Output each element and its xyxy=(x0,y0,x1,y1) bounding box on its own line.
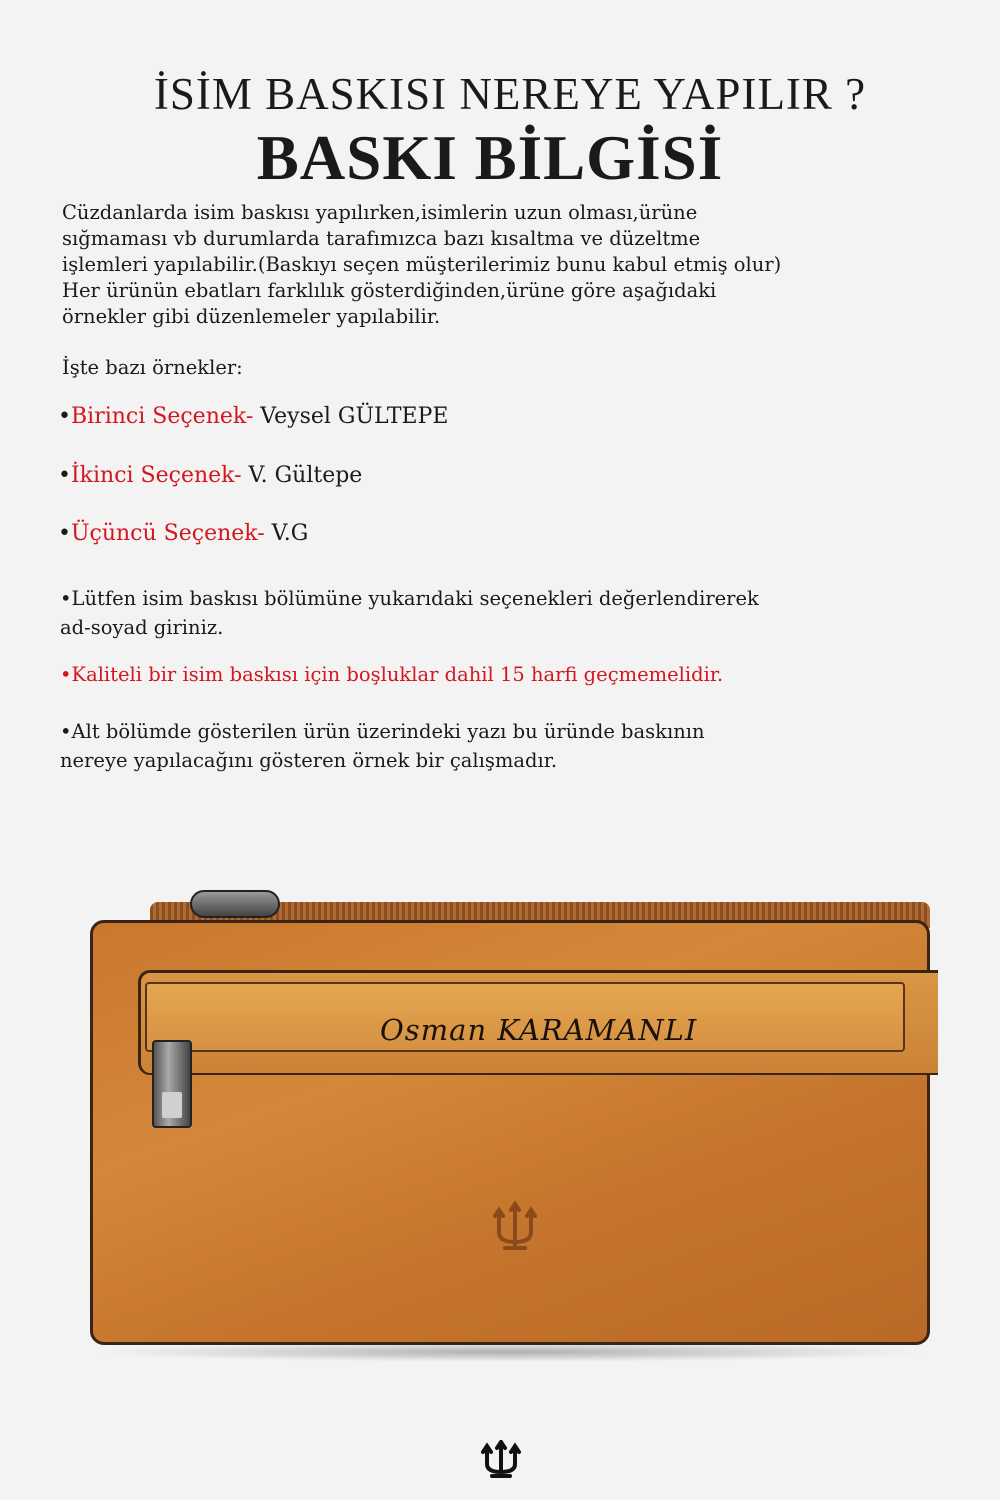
wallet-printed-name: Osman KARAMANLI xyxy=(380,1013,698,1047)
option-second xyxy=(58,463,362,488)
examples-heading: İşte bazı örnekler: xyxy=(62,356,243,379)
trident-logo-icon xyxy=(478,1440,524,1480)
option-value: V.G xyxy=(264,521,309,546)
note-sample-print: •Alt bölümde gösterilen ürün üzerindeki yazı bu üründe baskının nereye yapılacağını gösteren örnek bir çalışmadır. xyxy=(60,720,705,772)
option-first xyxy=(58,404,448,429)
option-third xyxy=(58,521,308,546)
option-value: Veysel GÜLTEPE xyxy=(253,404,449,429)
zipper-pull-icon xyxy=(190,890,280,918)
option-bullet: • xyxy=(58,521,71,546)
wallet-product-image xyxy=(80,880,930,1360)
trident-logo-icon xyxy=(485,1198,545,1258)
page-title-line1: İSİM BASKISI NEREYE YAPILIR ? xyxy=(153,69,867,119)
option-label: Üçüncü Seçenek- xyxy=(70,521,265,546)
page-title-line2: BASKI BİLGİSİ xyxy=(256,123,724,193)
option-value: V. Gültepe xyxy=(241,463,363,488)
option-bullet: • xyxy=(58,463,71,488)
note-letter-limit: •Kaliteli bir isim baskısı için boşluklar dahil 15 harfi geçmemelidir. xyxy=(60,663,724,686)
wallet-shadow xyxy=(90,1342,930,1362)
option-label: Birinci Seçenek- xyxy=(70,404,254,429)
note-enter-name: •Lütfen isim baskısı bölümüne yukarıdaki seçenekleri değerlendirerek ad-soyad giriniz. xyxy=(60,587,759,639)
option-label: İkinci Seçenek- xyxy=(70,463,242,488)
intro-paragraph: Cüzdanlarda isim baskısı yapılırken,isimlerin uzun olması,ürüne sığmaması vb durumlarda tarafımızca bazı kısaltma ve düzeltme işlemleri yapılabilir.(Baskıyı seçen müşterilerimiz bunu kabul etmiş olur) Her ürünün ebatları farklılık gösterdiğinden,ürüne göre aşağıdaki örnekler gibi düzenlemeler yapılabilir. xyxy=(62,201,782,328)
zipper-pull-icon xyxy=(152,1040,192,1128)
option-bullet: • xyxy=(58,404,71,429)
